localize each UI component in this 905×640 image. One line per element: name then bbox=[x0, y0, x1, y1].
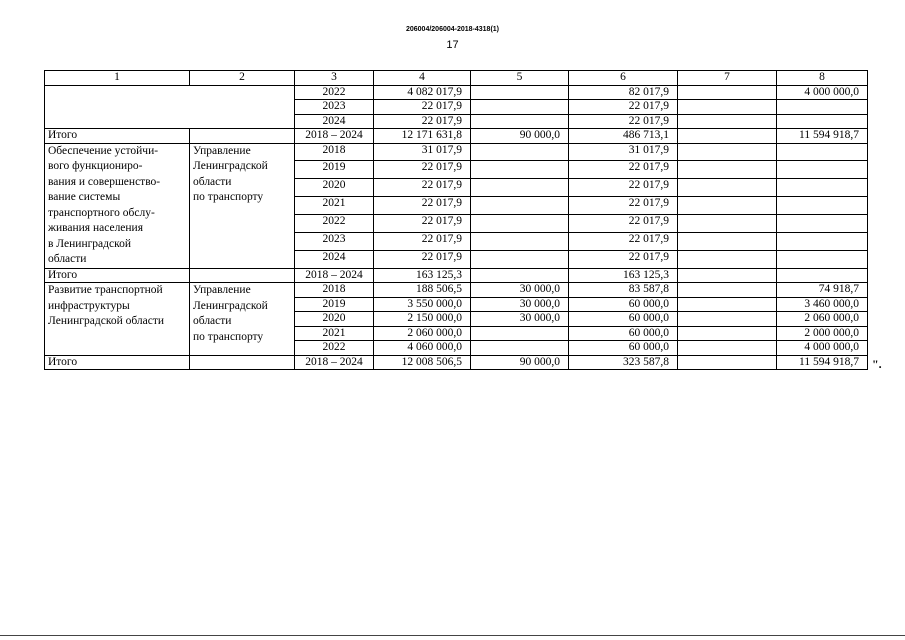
year-cell: 2022 bbox=[295, 214, 374, 232]
year-cell: 2023 bbox=[295, 232, 374, 250]
year-cell: 2024 bbox=[295, 114, 374, 129]
other-cell bbox=[777, 161, 868, 179]
total-row bbox=[45, 129, 868, 144]
federal-cell: 30 000,0 bbox=[471, 283, 569, 298]
column-number: 7 bbox=[678, 71, 777, 86]
total-cell: 22 017,9 bbox=[374, 100, 471, 115]
total-cell: 22 017,9 bbox=[374, 114, 471, 129]
federal-cell bbox=[471, 214, 569, 232]
budget-table bbox=[44, 70, 868, 370]
local-cell bbox=[678, 232, 777, 250]
cell-text-line: Ленинградской bbox=[193, 160, 268, 172]
regional-cell: 22 017,9 bbox=[569, 100, 678, 115]
year-cell: 2019 bbox=[295, 297, 374, 312]
total-label: Итого bbox=[45, 129, 190, 144]
program-name-cell bbox=[45, 283, 190, 356]
total-cell: 12 008 506,5 bbox=[374, 355, 471, 370]
cell-text-line: вания и совершенство- bbox=[48, 175, 161, 188]
regional-cell: 22 017,9 bbox=[569, 114, 678, 129]
table-row bbox=[45, 85, 868, 100]
regional-cell: 60 000,0 bbox=[569, 341, 678, 356]
cell-text-line: Обеспечение устойчи- bbox=[48, 144, 159, 157]
total-cell: 188 506,5 bbox=[374, 283, 471, 298]
total-cell: 31 017,9 bbox=[374, 143, 471, 161]
executor-cell bbox=[190, 355, 295, 370]
regional-cell: 60 000,0 bbox=[569, 297, 678, 312]
year-cell: 2023 bbox=[295, 100, 374, 115]
cell-text-line: транспортного обслу- bbox=[48, 206, 155, 219]
local-cell bbox=[678, 114, 777, 129]
total-label: Итого bbox=[45, 355, 190, 370]
other-cell: 3 460 000,0 bbox=[777, 297, 868, 312]
local-cell bbox=[678, 250, 777, 268]
total-row bbox=[45, 355, 868, 370]
year-cell: 2019 bbox=[295, 161, 374, 179]
column-number: 6 bbox=[569, 71, 678, 86]
federal-cell bbox=[471, 268, 569, 283]
year-cell: 2021 bbox=[295, 326, 374, 341]
name-cell bbox=[45, 85, 295, 129]
regional-cell: 83 587,8 bbox=[569, 283, 678, 298]
total-cell: 2 060 000,0 bbox=[374, 326, 471, 341]
federal-cell bbox=[471, 232, 569, 250]
executor-cell bbox=[190, 129, 295, 144]
local-cell bbox=[678, 85, 777, 100]
column-number: 5 bbox=[471, 71, 569, 86]
other-cell: 11 594 918,7 bbox=[777, 355, 868, 370]
regional-cell: 22 017,9 bbox=[569, 232, 678, 250]
cell-text-line: по транспорту bbox=[193, 330, 264, 343]
other-cell: 2 060 000,0 bbox=[777, 312, 868, 327]
total-cell: 163 125,3 bbox=[374, 268, 471, 283]
year-cell: 2021 bbox=[295, 197, 374, 215]
federal-cell bbox=[471, 250, 569, 268]
closing-quote: ". bbox=[872, 357, 882, 371]
executor-cell bbox=[190, 143, 295, 268]
cell-text-line: области bbox=[48, 253, 87, 265]
local-cell bbox=[678, 100, 777, 115]
other-cell bbox=[777, 268, 868, 283]
total-cell: 22 017,9 bbox=[374, 179, 471, 197]
regional-cell: 60 000,0 bbox=[569, 312, 678, 327]
other-cell: 4 000 000,0 bbox=[777, 341, 868, 356]
cell-text-line: области bbox=[193, 175, 232, 188]
total-row bbox=[45, 268, 868, 283]
federal-cell bbox=[471, 114, 569, 129]
other-cell bbox=[777, 214, 868, 232]
local-cell bbox=[678, 341, 777, 356]
scan-edge-line bbox=[0, 635, 905, 636]
total-cell: 2 150 000,0 bbox=[374, 312, 471, 327]
federal-cell bbox=[471, 100, 569, 115]
local-cell bbox=[678, 197, 777, 215]
cell-text-line: инфраструктуры bbox=[48, 299, 130, 312]
column-number: 8 bbox=[777, 71, 868, 86]
cell-text-line: вание системы bbox=[48, 191, 121, 203]
other-cell: 11 594 918,7 bbox=[777, 129, 868, 144]
other-cell bbox=[777, 179, 868, 197]
cell-text-line: Ленинградской области bbox=[48, 315, 165, 327]
period-cell: 2018 – 2024 bbox=[295, 268, 374, 283]
column-number: 1 bbox=[45, 71, 190, 86]
program-name-cell bbox=[45, 143, 190, 268]
total-cell: 22 017,9 bbox=[374, 161, 471, 179]
cell-text-line: живания населения bbox=[48, 222, 144, 234]
local-cell bbox=[678, 326, 777, 341]
executor-cell bbox=[190, 283, 295, 356]
cell-text-line: Развитие транспортной bbox=[48, 284, 163, 296]
local-cell bbox=[678, 161, 777, 179]
other-cell bbox=[777, 100, 868, 115]
regional-cell: 22 017,9 bbox=[569, 250, 678, 268]
year-cell: 2022 bbox=[295, 85, 374, 100]
executor-cell bbox=[190, 268, 295, 283]
federal-cell bbox=[471, 161, 569, 179]
federal-cell: 30 000,0 bbox=[471, 297, 569, 312]
local-cell bbox=[678, 129, 777, 144]
total-cell: 22 017,9 bbox=[374, 197, 471, 215]
regional-cell: 323 587,8 bbox=[569, 355, 678, 370]
column-number: 4 bbox=[374, 71, 471, 86]
regional-cell: 22 017,9 bbox=[569, 197, 678, 215]
local-cell bbox=[678, 297, 777, 312]
regional-cell: 22 017,9 bbox=[569, 214, 678, 232]
other-cell bbox=[777, 114, 868, 129]
local-cell bbox=[678, 214, 777, 232]
federal-cell bbox=[471, 197, 569, 215]
other-cell: 4 000 000,0 bbox=[777, 85, 868, 100]
total-cell: 4 082 017,9 bbox=[374, 85, 471, 100]
other-cell: 2 000 000,0 bbox=[777, 326, 868, 341]
federal-cell: 90 000,0 bbox=[471, 355, 569, 370]
total-cell: 3 550 000,0 bbox=[374, 297, 471, 312]
regional-cell: 82 017,9 bbox=[569, 85, 678, 100]
regional-cell: 22 017,9 bbox=[569, 161, 678, 179]
regional-cell: 31 017,9 bbox=[569, 143, 678, 161]
federal-cell: 30 000,0 bbox=[471, 312, 569, 327]
federal-cell: 90 000,0 bbox=[471, 129, 569, 144]
period-cell: 2018 – 2024 bbox=[295, 129, 374, 144]
column-number: 3 bbox=[295, 71, 374, 86]
cell-text-line: области bbox=[193, 315, 232, 327]
other-cell bbox=[777, 197, 868, 215]
year-cell: 2020 bbox=[295, 179, 374, 197]
year-cell: 2018 bbox=[295, 283, 374, 298]
other-cell bbox=[777, 250, 868, 268]
total-cell: 22 017,9 bbox=[374, 214, 471, 232]
cell-text-line: Управление bbox=[193, 144, 251, 157]
cell-text-line: по транспорту bbox=[193, 191, 264, 203]
federal-cell bbox=[471, 341, 569, 356]
other-cell bbox=[777, 232, 868, 250]
total-cell: 4 060 000,0 bbox=[374, 341, 471, 356]
total-cell: 12 171 631,8 bbox=[374, 129, 471, 144]
federal-cell bbox=[471, 326, 569, 341]
other-cell: 74 918,7 bbox=[777, 283, 868, 298]
total-cell: 22 017,9 bbox=[374, 232, 471, 250]
regional-cell: 22 017,9 bbox=[569, 179, 678, 197]
local-cell bbox=[678, 268, 777, 283]
total-cell: 22 017,9 bbox=[374, 250, 471, 268]
year-cell: 2022 bbox=[295, 341, 374, 356]
cell-text-line: Управление bbox=[193, 284, 251, 296]
regional-cell: 486 713,1 bbox=[569, 129, 678, 144]
federal-cell bbox=[471, 85, 569, 100]
local-cell bbox=[678, 312, 777, 327]
year-cell: 2024 bbox=[295, 250, 374, 268]
local-cell bbox=[678, 355, 777, 370]
local-cell bbox=[678, 283, 777, 298]
period-cell: 2018 – 2024 bbox=[295, 355, 374, 370]
other-cell bbox=[777, 143, 868, 161]
local-cell bbox=[678, 143, 777, 161]
local-cell bbox=[678, 179, 777, 197]
column-number: 2 bbox=[190, 71, 295, 86]
column-number-row bbox=[45, 71, 868, 86]
table-row bbox=[45, 283, 868, 298]
regional-cell: 163 125,3 bbox=[569, 268, 678, 283]
page-number: 17 bbox=[446, 39, 459, 51]
cell-text-line: в Ленинградской bbox=[48, 237, 132, 250]
year-cell: 2020 bbox=[295, 312, 374, 327]
regional-cell: 60 000,0 bbox=[569, 326, 678, 341]
table-row bbox=[45, 143, 868, 161]
cell-text-line: Ленинградской bbox=[193, 299, 268, 312]
year-cell: 2018 bbox=[295, 143, 374, 161]
cell-text-line: вого функциониро- bbox=[48, 160, 143, 172]
document-id: 206004/206004-2018-4318(1) bbox=[405, 26, 500, 33]
federal-cell bbox=[471, 179, 569, 197]
federal-cell bbox=[471, 143, 569, 161]
total-label: Итого bbox=[45, 268, 190, 283]
